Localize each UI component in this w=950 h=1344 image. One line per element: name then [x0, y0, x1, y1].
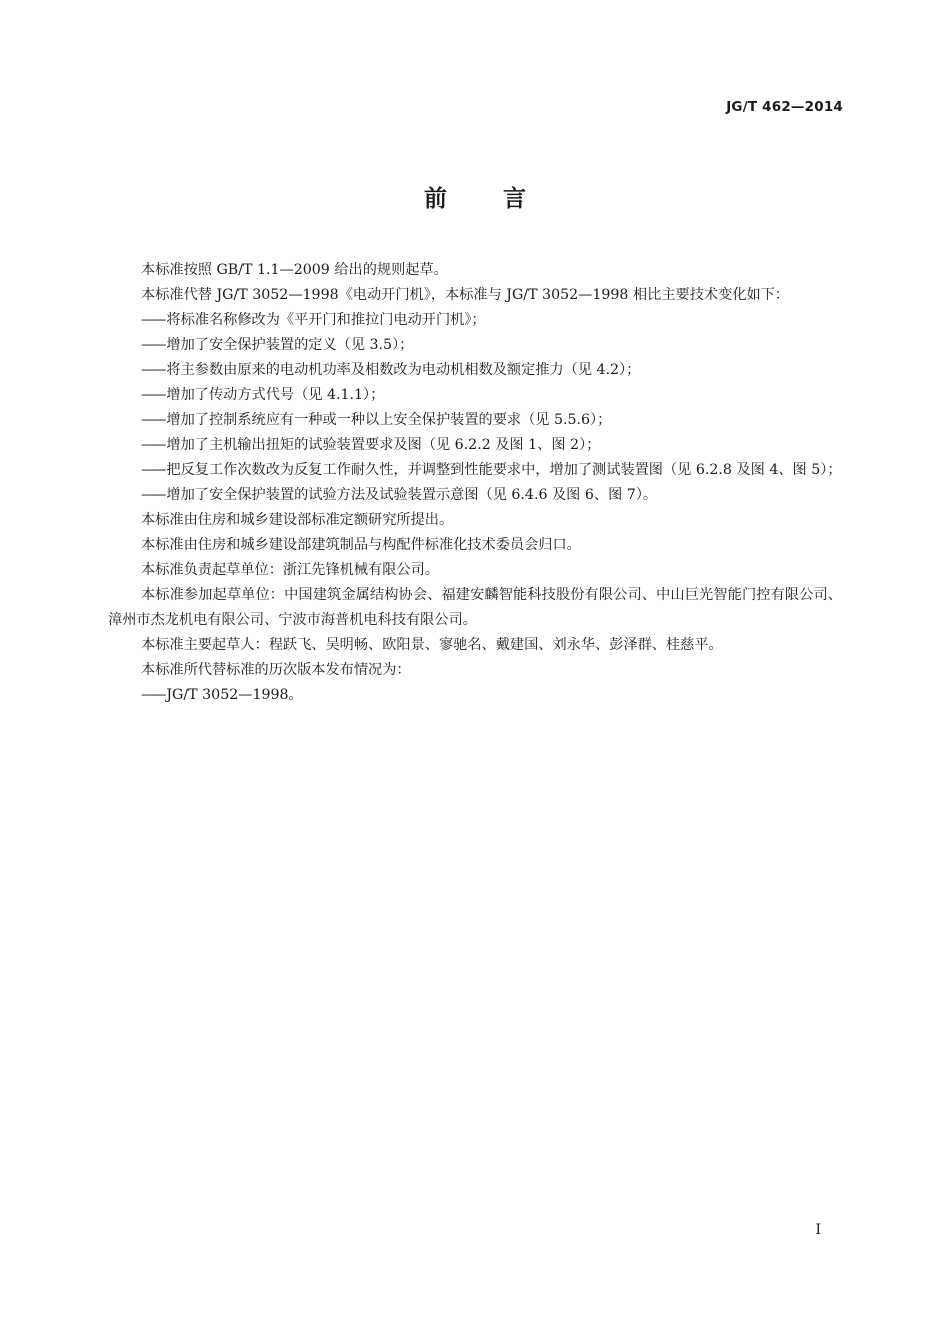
- paragraph-main-drafters: 本标准主要起草人：程跃飞、吴明畅、欧阳景、寥驰名、戴建国、刘永华、彭泽群、桂慈平。: [141, 637, 723, 653]
- paragraph-technical-committee: 本标准由住房和城乡建设部建筑制品与构配件标准化技术委员会归口。: [141, 537, 581, 553]
- change-item: —— 增加了传动方式代号（见 4.1.1）；: [108, 383, 842, 408]
- change-item: —— 将主参数由原来的电动机功率及相数改为电动机相数及额定推力（见 4.2）；: [108, 358, 842, 383]
- change-item: —— 增加了安全保护装置的试验方法及试验装置示意图（见 6.4.6 及图 6、图 7）。: [108, 483, 842, 508]
- history-item: —— JG/T 3052—1998。: [108, 683, 842, 708]
- change-item: —— 将标准名称修改为《平开门和推拉门电动开门机》；: [108, 308, 842, 333]
- change-item: —— 增加了安全保护装置的定义（见 3.5）；: [108, 333, 842, 358]
- paragraph-proposer: 本标准由住房和城乡建设部标准定额研究所提出。: [141, 512, 454, 528]
- change-item: —— 增加了控制系统应有一种或一种以上安全保护装置的要求（见 5.5.6）；: [108, 408, 842, 433]
- change-item: —— 把反复工作次数改为反复工作耐久性，并调整到性能要求中，增加了测试装置图（见 6.2.8 及图 4、图 5）；: [108, 458, 842, 483]
- change-item: —— 增加了主机输出扭矩的试验装置要求及图（见 6.2.2 及图 1、图 2）；: [108, 433, 842, 458]
- paragraph-lead-drafter: 本标准负责起草单位：浙江先锋机械有限公司。: [141, 562, 439, 578]
- standard-code: JG/T 462—2014: [726, 99, 843, 115]
- paragraph-drafting-rules: 本标准按照 GB/T 1.1—2009 给出的规则起草。: [141, 262, 448, 278]
- paragraph-replacement: 本标准代替 JG/T 3052—1998《电动开门机》，本标准与 JG/T 3052—1998 相比主要技术变化如下：: [141, 287, 790, 303]
- page-title: 前言: [424, 186, 582, 212]
- page-number: I: [815, 1222, 821, 1238]
- paragraph-participating-drafters: 本标准参加起草单位：中国建筑金属结构协会、福建安麟智能科技股份有限公司、中山巨光智能门控有限公司、漳州市杰龙机电有限公司、宁波市海普机电科技有限公司。: [108, 587, 842, 628]
- foreword-body: [108, 258, 842, 708]
- paragraph-version-history: 本标准所代替标准的历次版本发布情况为：: [141, 662, 411, 678]
